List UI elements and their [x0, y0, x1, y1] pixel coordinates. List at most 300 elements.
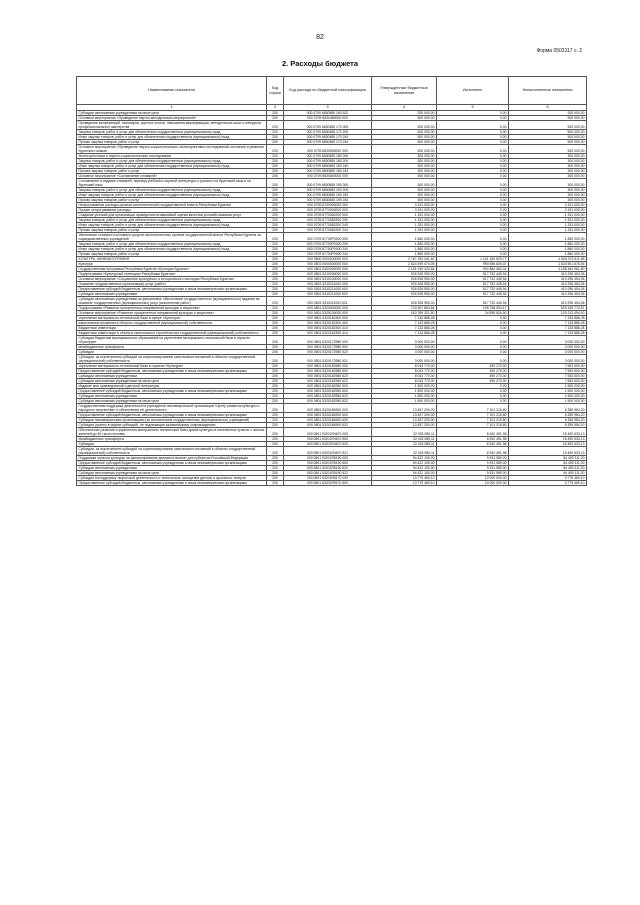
col-number: 6	[509, 105, 587, 111]
cell-name: Субсидии автономным учреждениям на финансовое обеспечение государственного (муниципального) задания на оказание государственных (муниципальных) услуг (выполнение работ)	[77, 297, 267, 306]
cell-class-code: 000 0801 5310211000 600	[284, 287, 372, 292]
cell-executed: 517 732 445,94	[437, 297, 509, 306]
cell-line-code: 200	[267, 262, 284, 267]
cell-executed: 0,00	[437, 384, 509, 389]
cell-line-code: 200	[267, 316, 284, 321]
cell-executed: 0,00	[437, 399, 509, 404]
cell-unexecuted: 3 000 000,00	[509, 336, 587, 345]
cell-unexecuted: 1 860 000,00	[509, 247, 587, 252]
cell-approved: 926 928 950,00	[372, 287, 437, 292]
cell-unexecuted: 3 191 000,00	[509, 203, 587, 208]
cell-executed: 0,00	[437, 223, 509, 228]
cell-name: Основное мероприятие «Проведение научно-методических мероприятий»	[77, 116, 267, 121]
cell-executed: 0,00	[437, 394, 509, 399]
cell-executed: 490 270,00	[437, 379, 509, 384]
cell-name: Закупка товаров, работ и услуг для обеспечения государственных (муниципальных) нужд	[77, 242, 267, 247]
cell-unexecuted: 300 000,00	[509, 174, 587, 179]
table-row	[77, 404, 587, 413]
cell-executed: 490 270,00	[437, 364, 509, 369]
cell-name: Межбюджетные трансферты	[77, 437, 267, 442]
cell-name: Прочие непрограммные расходы	[77, 208, 267, 213]
cell-approved: 926 928 950,00	[372, 282, 437, 287]
cell-line-code: 200	[267, 297, 284, 306]
cell-executed: 0,00	[437, 154, 509, 159]
cell-executed: 0,00	[437, 252, 509, 257]
cell-executed: 0,00	[437, 188, 509, 193]
cell-name: Предоставление субсидий бюджетным, автономным учреждениям и иным некоммерческим организациям	[77, 389, 267, 394]
cell-unexecuted: 200 000,00	[509, 111, 587, 116]
cell-executed: 9 931 989,00	[437, 461, 509, 466]
cell-approved: 3 191 000,00	[372, 203, 437, 208]
cell-unexecuted: 3 191 000,00	[509, 208, 587, 213]
cell-class-code: 000 0801 5320182950 000	[284, 384, 372, 389]
cell-approved: 163 769 321,50	[372, 311, 437, 316]
cell-executed: 0,00	[437, 336, 509, 345]
cell-executed: 0,00	[437, 198, 509, 203]
cell-line-code: 200	[267, 145, 284, 154]
cell-executed: 7 101 215,80	[437, 418, 509, 423]
cell-class-code: 000 0709 8770082200 000	[284, 213, 372, 218]
cell-approved: 3 000 000,00	[372, 355, 437, 364]
cell-unexecuted: 1 500 000,00	[509, 394, 587, 399]
cell-unexecuted: 1 331 000,00	[509, 228, 587, 233]
cell-executed: 0,00	[437, 145, 509, 154]
cell-class-code: 000 0709 6830600000 000	[284, 174, 372, 179]
cell-approved: 13 457 200,00	[372, 418, 437, 423]
cell-class-code: 000 0709 6830500000 000	[284, 145, 372, 154]
cell-approved: 8 043 770,00	[372, 374, 437, 379]
cell-class-code: 000 0709 6830485 170 240	[284, 135, 372, 140]
cell-name: Субсидии автономным учреждениям	[77, 394, 267, 399]
cell-unexecuted: 7 553 500,00	[509, 374, 587, 379]
cell-approved: 1 860 000,00	[372, 242, 437, 247]
cell-line-code: 200	[267, 311, 284, 316]
cell-unexecuted: 300 000,00	[509, 169, 587, 174]
cell-approved: 13 457 200,00	[372, 413, 437, 418]
cell-class-code: 000 0801 5320182300 400	[284, 321, 372, 326]
cell-name: Обеспечение развития и укрепления материально-технической базы домов культуры в населенных пунктах с числом жителей до 50 тысяч человек	[77, 428, 267, 437]
cell-approved: 94 422 100,00	[372, 466, 437, 471]
cell-line-code: 200	[267, 437, 284, 442]
cell-executed: 9 931 989,00	[437, 466, 509, 471]
cell-name: Культура	[77, 262, 267, 267]
cell-class-code: 000 0801 5320172980 500	[284, 345, 372, 350]
cell-executed: 0,00	[437, 218, 509, 223]
cell-line-code: 200	[267, 456, 284, 461]
cell-executed: 0,00	[437, 228, 509, 233]
cell-class-code: 000 0801 5320182300 414	[284, 331, 372, 336]
cell-class-code: 000 0709 8770082200 200	[284, 218, 372, 223]
col-number: 2	[267, 105, 284, 111]
cell-line-code: 200	[267, 208, 284, 213]
table-row	[77, 428, 587, 437]
cell-unexecuted: 1 860 000,00	[509, 233, 587, 242]
cell-approved: 3 000 000,00	[372, 345, 437, 350]
cell-unexecuted: 1 331 000,00	[509, 218, 587, 223]
cell-unexecuted: 7 553 500,00	[509, 364, 587, 369]
cell-line-code: 200	[267, 213, 284, 218]
cell-approved: 926 928 950,00	[372, 272, 437, 277]
cell-executed: 7 101 215,80	[437, 413, 509, 418]
cell-class-code: 000 0709 8770082200 244	[284, 228, 372, 233]
cell-class-code: 000 0801 5320000000 000	[284, 306, 372, 311]
cell-line-code: 200	[267, 394, 284, 399]
cell-approved: 1 500 000,00	[372, 384, 437, 389]
cell-line-code: 200	[267, 413, 284, 418]
cell-executed: 990 596 605,07	[437, 262, 509, 267]
cell-name: Субсидии автономным учреждениям	[77, 292, 267, 297]
cell-unexecuted: 300 000,00	[509, 198, 587, 203]
cell-name: Субсидии бюджетам муниципальных образований на укрепление материально-технической базы в отрасли «Культура»	[77, 336, 267, 345]
cell-unexecuted: 300 000,00	[509, 154, 587, 159]
cell-name: Прочая закупка товаров, работ и услуг	[77, 140, 267, 145]
cell-approved: 500 000,00	[372, 145, 437, 154]
cell-line-code: 200	[267, 193, 284, 198]
cell-approved: 2 624 499 473,05	[372, 262, 437, 267]
cell-name: Субсидии автономным учреждениям	[77, 466, 267, 471]
cell-unexecuted: 410 296 454,06	[509, 277, 587, 282]
cell-name: Иные закупки товаров, работ и услуг для обеспечения государственных (муниципальных) нужд	[77, 164, 267, 169]
cell-approved: 300 000,00	[372, 179, 437, 188]
cell-line-code: 200	[267, 198, 284, 203]
cell-class-code: 000 0709 6830685 190 240	[284, 193, 372, 198]
cell-line-code: 200	[267, 389, 284, 394]
cell-unexecuted: 410 296 454,06	[509, 297, 587, 306]
cell-class-code: 000 0709 6830585 180 200	[284, 159, 372, 164]
cell-unexecuted: 3 000 000,00	[509, 355, 587, 364]
cell-name: Субсидии автономным учреждениям на иные цели	[77, 379, 267, 384]
cell-unexecuted: 1 633 901 878,56	[509, 262, 587, 267]
cell-class-code: 000 0709 6830585 180 000	[284, 154, 372, 159]
cell-unexecuted: 410 296 454,06	[509, 292, 587, 297]
cell-class-code: 000 0709 87700P0000 000	[284, 233, 372, 242]
cell-line-code: 200	[267, 471, 284, 476]
cell-executed: 0,00	[437, 355, 509, 364]
table-row	[77, 179, 587, 188]
cell-approved: 300 000,00	[372, 169, 437, 174]
cell-class-code: 000 0801 5310000000 000	[284, 272, 372, 277]
cell-approved: 13 779 469,10	[372, 481, 437, 486]
cell-class-code: 000 0801 5310211000 621	[284, 297, 372, 306]
cell-approved: 1 331 000,00	[372, 228, 437, 233]
cell-class-code: 000 0801 5320184900 633	[284, 423, 372, 428]
cell-line-code: 200	[267, 282, 284, 287]
cell-name: Иные закупки товаров, работ и услуг для обеспечения государственных (муниципальных) нужд	[77, 247, 267, 252]
cell-line-code: 200	[267, 116, 284, 121]
cell-name: Государственная программа Республики Бурятия «Культура Бурятии»	[77, 267, 267, 272]
cell-unexecuted: 1 500 000,00	[509, 399, 587, 404]
cell-executed: 517 732 445,94	[437, 272, 509, 277]
cell-class-code: 000 0801 5300000000 000	[284, 267, 372, 272]
cell-approved: 500 000,00	[372, 140, 437, 145]
cell-approved: 1 860 000,00	[372, 247, 437, 252]
cell-executed: 490 270,00	[437, 369, 509, 374]
col-number: 3	[284, 105, 372, 111]
cell-executed: 0,00	[437, 331, 509, 336]
cell-line-code: 200	[267, 466, 284, 471]
cell-approved: 7 133 886,28	[372, 321, 437, 326]
cell-executed: 9 931 989,00	[437, 471, 509, 476]
cell-name: Составление и издание словарей, перевод учебной и научной литературы с русского на бурятский язык и на бурятский язык	[77, 179, 267, 188]
cell-unexecuted: 300 000,00	[509, 159, 587, 164]
cell-line-code: 200	[267, 355, 284, 364]
cell-line-code: 200	[267, 384, 284, 389]
cell-line-code: 200	[267, 447, 284, 456]
cell-unexecuted: 300 000,00	[509, 179, 587, 188]
cell-unexecuted: 84 490 111,00	[509, 461, 587, 466]
cell-executed: 0,00	[437, 208, 509, 213]
cell-unexecuted: 300 000,00	[509, 188, 587, 193]
cell-approved: 300 000,00	[372, 198, 437, 203]
cell-unexecuted: 3 779 469,10	[509, 481, 587, 486]
cell-unexecuted: 6 355 984,20	[509, 413, 587, 418]
cell-name: Закупка товаров, работ и услуг для обеспечения государственных (муниципальных) нужд	[77, 188, 267, 193]
cell-approved: 724 907 864,84	[372, 306, 437, 311]
cell-name: Поддержка отрасли культуры на финансирование денежных выплат для субъектов Российской Федерации	[77, 456, 267, 461]
cell-name: Субсидии автономным учреждениям на иные цели	[77, 399, 267, 404]
cell-executed: 0,00	[437, 247, 509, 252]
cell-approved: 8 043 770,00	[372, 379, 437, 384]
cell-class-code: 000 0709 6830485 170 244	[284, 140, 372, 145]
cell-name: Бюджетные инвестиции	[77, 326, 267, 331]
cell-unexecuted: 7 133 886,28	[509, 326, 587, 331]
cell-name: Увеличение стоимости основных средств исполнительных органов государственной власти Республики Бурятия за подведомственных учреждений	[77, 233, 267, 242]
cell-name: Укрепление материально-технической базы в отрасли «Культура»	[77, 364, 267, 369]
cell-executed: 10 000 000,00	[437, 481, 509, 486]
cell-executed: 0,00	[437, 111, 509, 116]
table-row	[77, 145, 587, 154]
cell-class-code: 000 0800 0000000000 000	[284, 257, 372, 262]
cell-unexecuted: 1 331 000,00	[509, 213, 587, 218]
cell-class-code: 000 0801 53201R5170 000	[284, 476, 372, 481]
cell-line-code: 200	[267, 154, 284, 159]
cell-line-code: 200	[267, 476, 284, 481]
cell-line-code: 200	[267, 418, 284, 423]
cell-class-code: 000 0801 5320182950 600	[284, 389, 372, 394]
cell-line-code: 200	[267, 442, 284, 447]
cell-approved: 13 779 469,10	[372, 476, 437, 481]
cell-approved: 1 500 000,00	[372, 399, 437, 404]
cell-class-code: 000 0801 5320184900 630	[284, 418, 372, 423]
cell-name: Закупка товаров, работ и услуг для обеспечения государственных (муниципальных) нужд	[77, 159, 267, 164]
cell-approved: 300 000,00	[372, 164, 437, 169]
cell-unexecuted: 3 000 000,00	[509, 350, 587, 355]
cell-class-code: 000 0709 6830480000 000	[284, 116, 372, 121]
cell-name: Субсидии некоммерческим организациям (за исключением государственных (муниципальных) учреждений)	[77, 418, 267, 423]
cell-unexecuted: 1 331 000,00	[509, 223, 587, 228]
cell-line-code: 200	[267, 233, 284, 242]
table-row	[77, 297, 587, 306]
cell-executed: 0,00	[437, 174, 509, 179]
cell-approved: 1 860 000,00	[372, 252, 437, 257]
cell-name: Субсидии, за исключением субсидий на софинансирование капитальных вложений в объекты государственной (муниципальной) собственности	[77, 447, 267, 456]
cell-name: Подпрограмма «Культурный потенциал Республики Бурятия»	[77, 272, 267, 277]
cell-class-code: 000 0709 87700P0000 200	[284, 242, 372, 247]
cell-line-code: 200	[267, 164, 284, 169]
cell-executed: 490 270,00	[437, 374, 509, 379]
cell-unexecuted: 7 553 500,00	[509, 369, 587, 374]
cell-executed: 7 101 215,80	[437, 404, 509, 413]
cell-approved: 3 000 000,00	[372, 336, 437, 345]
cell-approved: 2 767 294 441,82	[372, 257, 437, 262]
cell-class-code: 000 0801 5320182980 000	[284, 364, 372, 369]
cell-class-code: 000 0801 53201R4670 521	[284, 447, 372, 456]
cell-line-code: 200	[267, 111, 284, 116]
header-line-code: Код строки	[267, 77, 284, 105]
cell-unexecuted: 410 296 454,06	[509, 272, 587, 277]
cell-class-code: 000 0709 6830685 190 000	[284, 179, 372, 188]
cell-executed: 0,00	[437, 164, 509, 169]
table-row	[77, 233, 587, 242]
cell-class-code: 000 0801 5320100000 000	[284, 311, 372, 316]
cell-class-code: 000 0801 5320182980 622	[284, 379, 372, 384]
table-row	[77, 121, 587, 130]
cell-line-code: 200	[267, 272, 284, 277]
cell-unexecuted: 1 500 000,00	[509, 389, 587, 394]
cell-approved: 94 422 100,00	[372, 461, 437, 466]
cell-line-code: 200	[267, 140, 284, 145]
cell-class-code: 000 0801 5320182980 620	[284, 374, 372, 379]
cell-approved: 1 860 000,00	[372, 233, 437, 242]
cell-approved: 13 457 200,00	[372, 404, 437, 413]
cell-executed: 7 101 215,80	[437, 423, 509, 428]
cell-executed: 34 555 826,50	[437, 311, 509, 316]
cell-line-code: 200	[267, 326, 284, 331]
cell-line-code: 200	[267, 174, 284, 179]
cell-name: Укрепление материально-технической базы в сфере «Культура»	[77, 316, 267, 321]
cell-name: Капитальные вложения в объекты государственной (муниципальной) собственности	[77, 321, 267, 326]
cell-approved: 1 500 000,00	[372, 394, 437, 399]
cell-class-code: 000 0709 6830585 180 240	[284, 164, 372, 169]
cell-unexecuted: 7 553 500,00	[509, 379, 587, 384]
cell-unexecuted: 529 159 770,67	[509, 306, 587, 311]
cell-executed: 0,00	[437, 321, 509, 326]
cell-class-code: 000 0709 6830685 190 244	[284, 198, 372, 203]
cell-line-code: 200	[267, 374, 284, 379]
cell-line-code: 200	[267, 252, 284, 257]
table-row	[77, 355, 587, 364]
cell-approved: 94 422 100,00	[372, 456, 437, 461]
cell-name: Прочая закупка товаров, работ и услуг	[77, 228, 267, 233]
cell-name: Государственная поддержка деятельности учреждения некоммерческой организации «Центр развития культуры и народного творчества» и обеспечение её деятельности	[77, 404, 267, 413]
cell-class-code: 000 0709 87700P0000 240	[284, 247, 372, 252]
cell-unexecuted: 15 490 633,13	[509, 447, 587, 456]
header-approved: Утвержденные бюджетные назначения	[372, 77, 437, 105]
cell-unexecuted: 500 000,00	[509, 130, 587, 135]
table-row	[77, 481, 587, 486]
header-name: Наименование показателя	[77, 77, 267, 105]
cell-executed: 0,00	[437, 116, 509, 121]
cell-name: Основное мероприятие «Сохранение культурного и исторического наследия Республики Бурятия»	[77, 277, 267, 282]
col-number: 4	[372, 105, 437, 111]
cell-name: Межбюджетные трансферты	[77, 345, 267, 350]
cell-line-code: 200	[267, 179, 284, 188]
cell-executed: 195 748 094,17	[437, 306, 509, 311]
cell-line-code: 200	[267, 350, 284, 355]
cell-name: Иные закупки товаров, работ и услуг для обеспечения государственных (муниципальных) нужд	[77, 223, 267, 228]
cell-approved: 2 151 049 423,84	[372, 267, 437, 272]
cell-executed: 0,00	[437, 316, 509, 321]
cell-line-code: 200	[267, 121, 284, 130]
cell-approved: 7 133 886,28	[372, 331, 437, 336]
cell-line-code: 200	[267, 292, 284, 297]
cell-class-code: 000 0801 5320182300 000	[284, 316, 372, 321]
cell-class-code: 000 0801 5310211000 620	[284, 292, 372, 297]
cell-approved: 3 191 000,00	[372, 208, 437, 213]
cell-name: Создание условий для организации проведения независимой оценки качества условий оказания услуг	[77, 213, 267, 218]
cell-line-code: 200	[267, 159, 284, 164]
cell-name: Субсидии	[77, 442, 267, 447]
cell-line-code: 200	[267, 267, 284, 272]
cell-class-code: 000 0801 53201R5190 600	[284, 461, 372, 466]
cell-executed: 0,00	[437, 121, 509, 130]
cell-unexecuted: 500 000,00	[509, 135, 587, 140]
cell-name: Предоставление субсидий бюджетным, автономным учреждениям и иным некоммерческим организациям	[77, 287, 267, 292]
cell-class-code: 000 0801 5320182950 622	[284, 399, 372, 404]
header-executed: Исполнено	[437, 77, 509, 105]
cell-line-code: 200	[267, 228, 284, 233]
cell-approved: 8 043 770,00	[372, 369, 437, 374]
cell-approved: 94 422 100,00	[372, 471, 437, 476]
cell-name: Издание книг краеведческой и детской литературы	[77, 384, 267, 389]
cell-name: Субсидии автономным учреждениям на иные цели	[77, 471, 267, 476]
cell-class-code: 000 0801 53201R5190 620	[284, 466, 372, 471]
cell-line-code: 200	[267, 218, 284, 223]
cell-approved: 926 928 950,00	[372, 297, 437, 306]
cell-name: Иные закупки товаров, работ и услуг для обеспечения государственных (муниципальных) нужд	[77, 193, 267, 198]
cell-class-code: 000 0801 5320184900 000	[284, 404, 372, 413]
cell-class-code: 000 0801 5320172980 000	[284, 336, 372, 345]
cell-class-code: 000 0709 6830485 170 200	[284, 130, 372, 135]
table-row	[77, 336, 587, 345]
section-title: 2. Расходы бюджета	[281, 59, 359, 68]
cell-line-code: 200	[267, 345, 284, 350]
cell-class-code: 000 0709 6830685 190 200	[284, 188, 372, 193]
cell-executed: 9 931 989,00	[437, 456, 509, 461]
cell-line-code: 200	[267, 481, 284, 486]
cell-executed: 0,00	[437, 169, 509, 174]
cell-unexecuted: 15 490 633,13	[509, 437, 587, 442]
col-number: 5	[437, 105, 509, 111]
cell-approved: 3 000 000,00	[372, 350, 437, 355]
cell-executed: 0,00	[437, 179, 509, 188]
cell-unexecuted: 300 000,00	[509, 193, 587, 198]
cell-unexecuted: 1 158 164 961,80	[509, 267, 587, 272]
cell-name: Основное мероприятие «Развитие приоритетных направлений культуры и искусства»	[77, 311, 267, 316]
cell-class-code: 000 0801 5320172980 520	[284, 350, 372, 355]
cell-name: Проведение конференций, семинаров, круглых столов, повышения квалификации, методических школ и конкурсов профессионального мастерства	[77, 121, 267, 130]
cell-class-code: 000 0709 6830485 170 000	[284, 121, 372, 130]
cell-unexecuted: 1 526 073 611,85	[509, 257, 587, 262]
cell-executed: 6 942 451,98	[437, 428, 509, 437]
cell-class-code: 000 0801 0000000000 000	[284, 262, 372, 267]
cell-line-code: 200	[267, 428, 284, 437]
cell-approved: 300 000,00	[372, 154, 437, 159]
cell-name: Субсидия на поддержку творческой деятельности и техническое оснащение детских и кукольных театров	[77, 476, 267, 481]
cell-executed: 517 732 445,94	[437, 282, 509, 287]
cell-unexecuted: 84 490 111,00	[509, 466, 587, 471]
cell-executed: 10 000 000,00	[437, 476, 509, 481]
cell-line-code: 200	[267, 257, 284, 262]
cell-name: Субсидии (гранты в форме субсидий), не подлежащие казначейскому сопровождению	[77, 423, 267, 428]
cell-unexecuted: 6 355 984,20	[509, 418, 587, 423]
cell-line-code: 200	[267, 287, 284, 292]
cell-unexecuted: 410 296 454,06	[509, 282, 587, 287]
cell-name: Основное мероприятие «Составление словарей»	[77, 174, 267, 179]
cell-name: Непрограммные расходы органов исполнительной государственной власти Республики Бурятия	[77, 203, 267, 208]
cell-unexecuted: 15 490 633,13	[509, 442, 587, 447]
cell-approved: 7 133 886,28	[372, 316, 437, 321]
